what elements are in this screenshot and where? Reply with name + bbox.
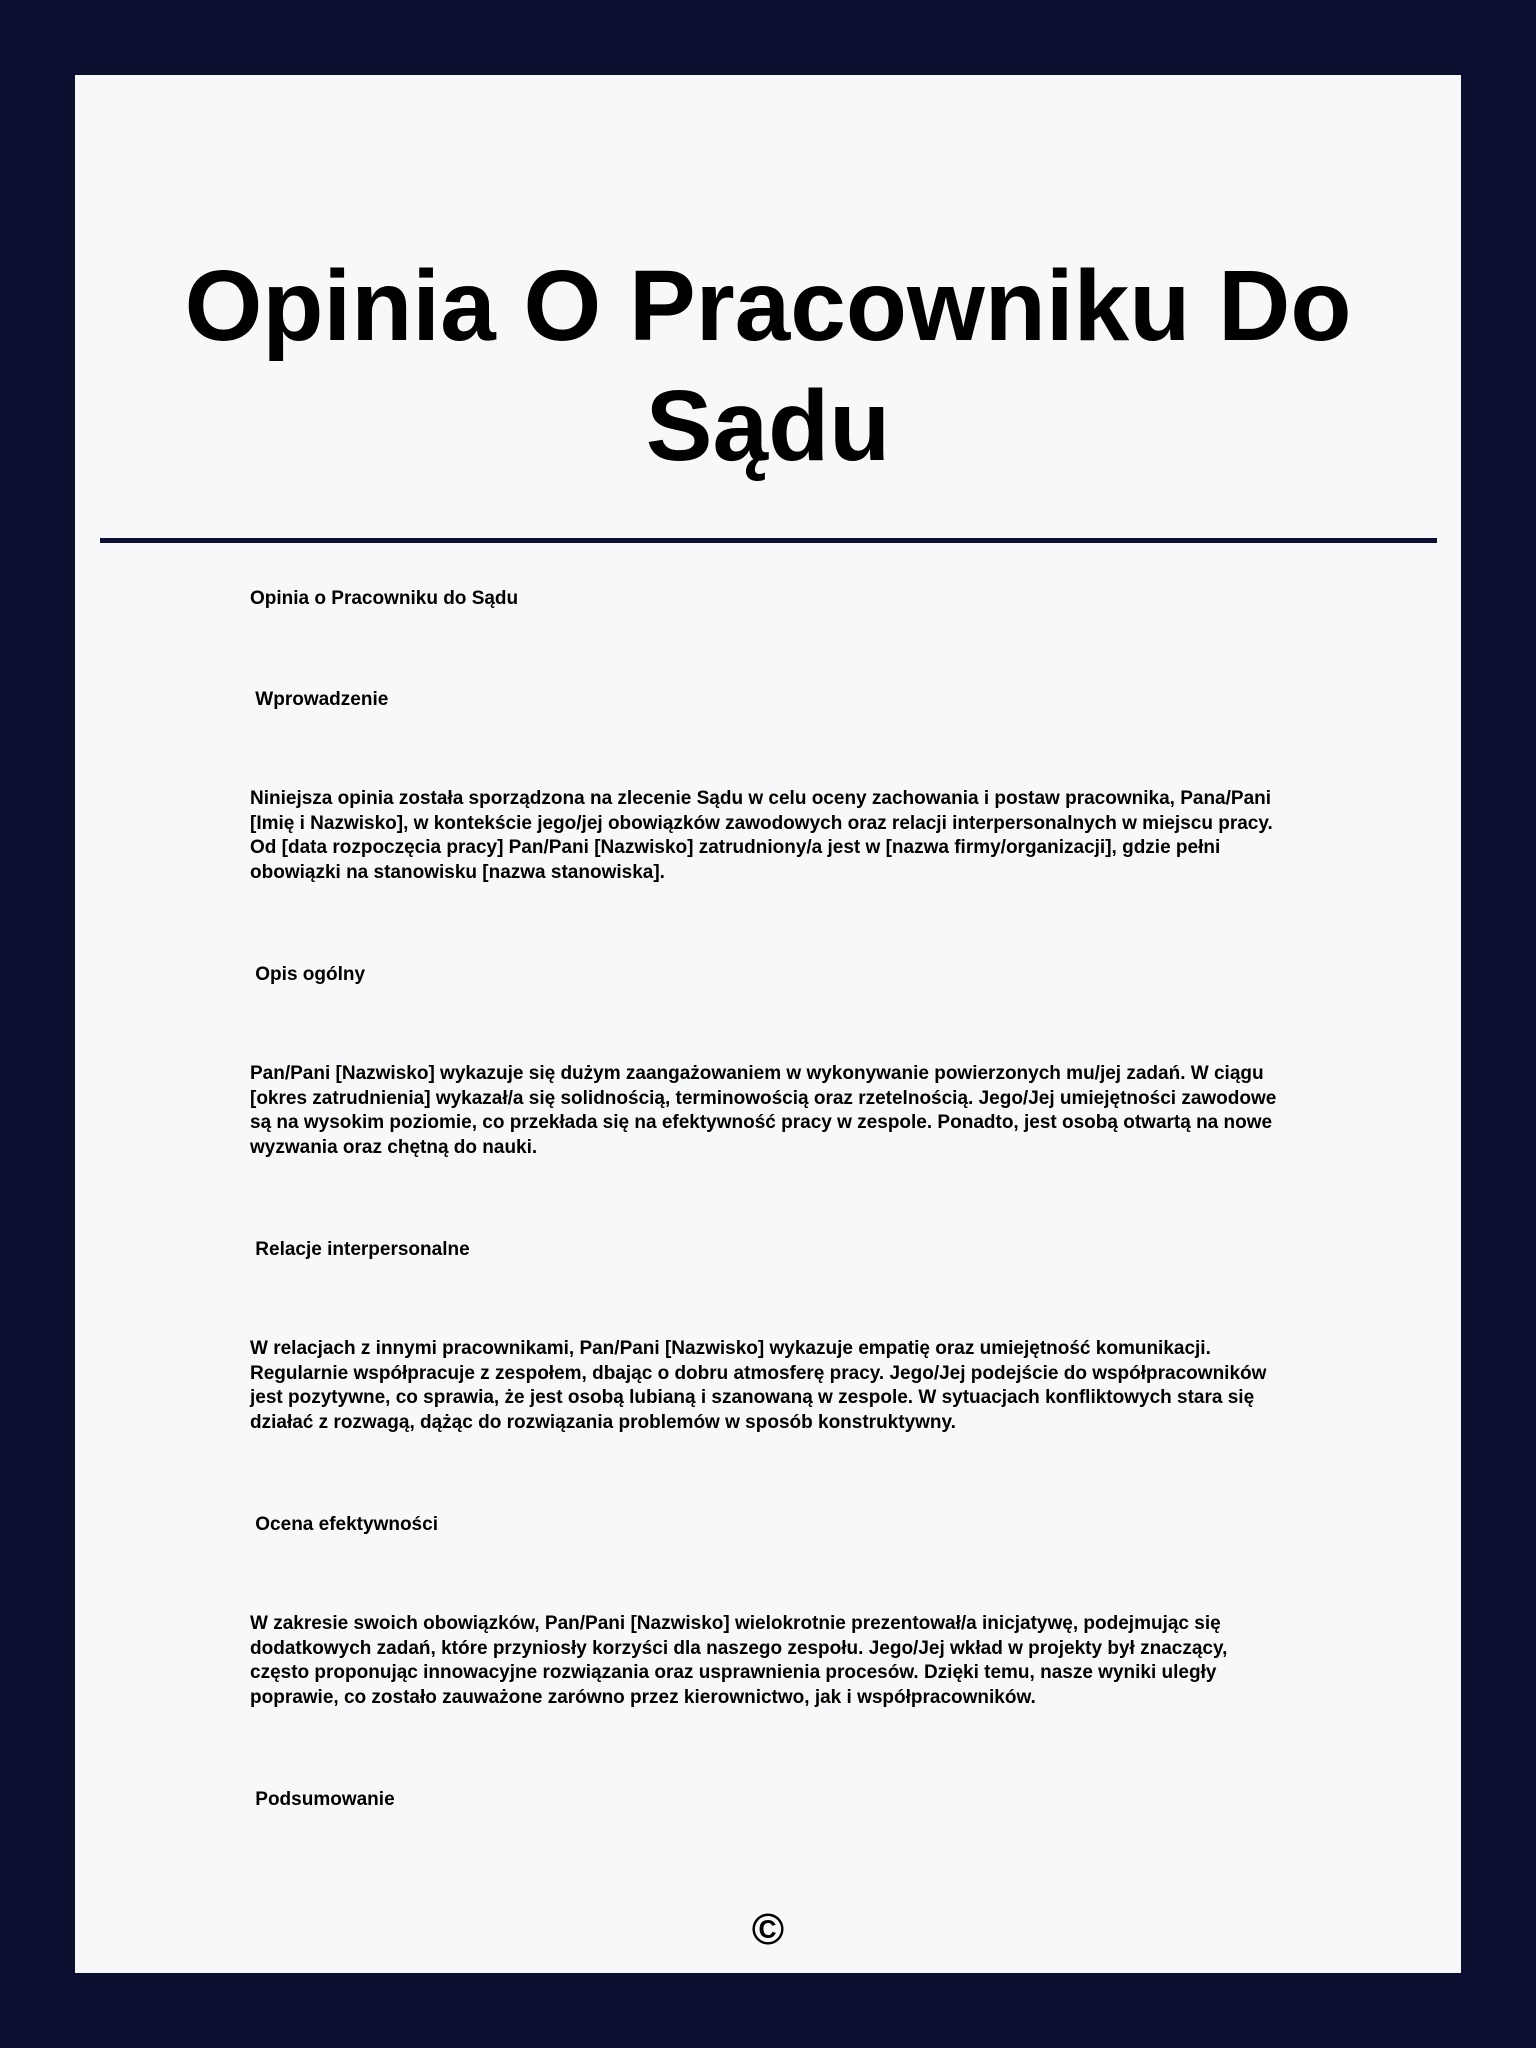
page-title-line-2: Sądu <box>645 370 891 482</box>
page-title-line-1: Opinia O Pracowniku Do <box>184 250 1352 362</box>
section-paragraph-opis-ogolny: Pan/Pani [Nazwisko] wykazuje się dużym zaangażowaniem w wykonywanie powierzonych mu/jej zadań. W ciągu [okres zatrudnienia] wykazał/a się solidnością, terminowością oraz rzetelnością. Jego/Jej umiejętności zawodowe są na wysokim poziomie, co przekłada się na efektywność pracy w zespole. Ponadto, jest osobą otwartą na nowe wyzwania oraz chętną do nauki. <box>250 1063 1277 1159</box>
section-paragraph-wprowadzenie: Niniejsza opinia została sporządzona na zlecenie Sądu w celu oceny zachowania i postaw pracownika, Pana/Pani [Imię i Nazwisko], w kontekście jego/jej obowiązków zawodowych oraz relacji interpersonalnych w miejscu pracy. Od [data rozpoczęcia pracy] Pan/Pani [Nazwisko] zatrudniony/a jest w [nazwa firmy/organizacji], gdzie pełni obowiązki na stanowisku [nazwa stanowiska]. <box>250 788 1273 884</box>
copyright-icon: © <box>751 1905 785 1954</box>
section-paragraph-ocena: W zakresie swoich obowiązków, Pan/Pani [Nazwisko] wielokrotnie prezentował/a inicjatywę, podejmując się dodatkowych zadań, które przyniosły korzyści dla naszego zespołu. Jego/Jej wkład w projekty był znaczący, często proponując innowacyjne rozwiązania oraz usprawnienia procesów. Dzięki temu, nasze wyniki uległy poprawie, co zostało zauważone zarówno przez kierownictwo, jak i współpracowników. <box>250 1613 1228 1709</box>
section-heading-podsumowanie: Podsumowanie <box>250 1789 395 1810</box>
document-card <box>75 75 1461 1973</box>
section-heading-wprowadzenie: Wprowadzenie <box>250 689 389 710</box>
page-title <box>75 246 1461 486</box>
document-heading: Opinia o Pracowniku do Sądu <box>250 588 519 609</box>
section-heading-ocena: Ocena efektywności <box>250 1514 438 1535</box>
title-divider <box>100 538 1437 543</box>
section-heading-opis-ogolny: Opis ogólny <box>250 964 366 985</box>
section-paragraph-relacje: W relacjach z innymi pracownikami, Pan/Pani [Nazwisko] wykazuje empatię oraz umiejętność komunikacji. Regularnie współpracuje z zespołem, dbając o dobru atmosferę pracy. Jego/Jej podejście do współpracowników jest pozytywne, co sprawia, że jest osobą lubianą i szanowaną w zespole. W sytuacjach konfliktowych stara się działać z rozwagą, dążąc do rozwiązania problemów w sposób konstruktywny. <box>250 1338 1267 1434</box>
section-heading-relacje: Relacje interpersonalne <box>250 1239 470 1260</box>
